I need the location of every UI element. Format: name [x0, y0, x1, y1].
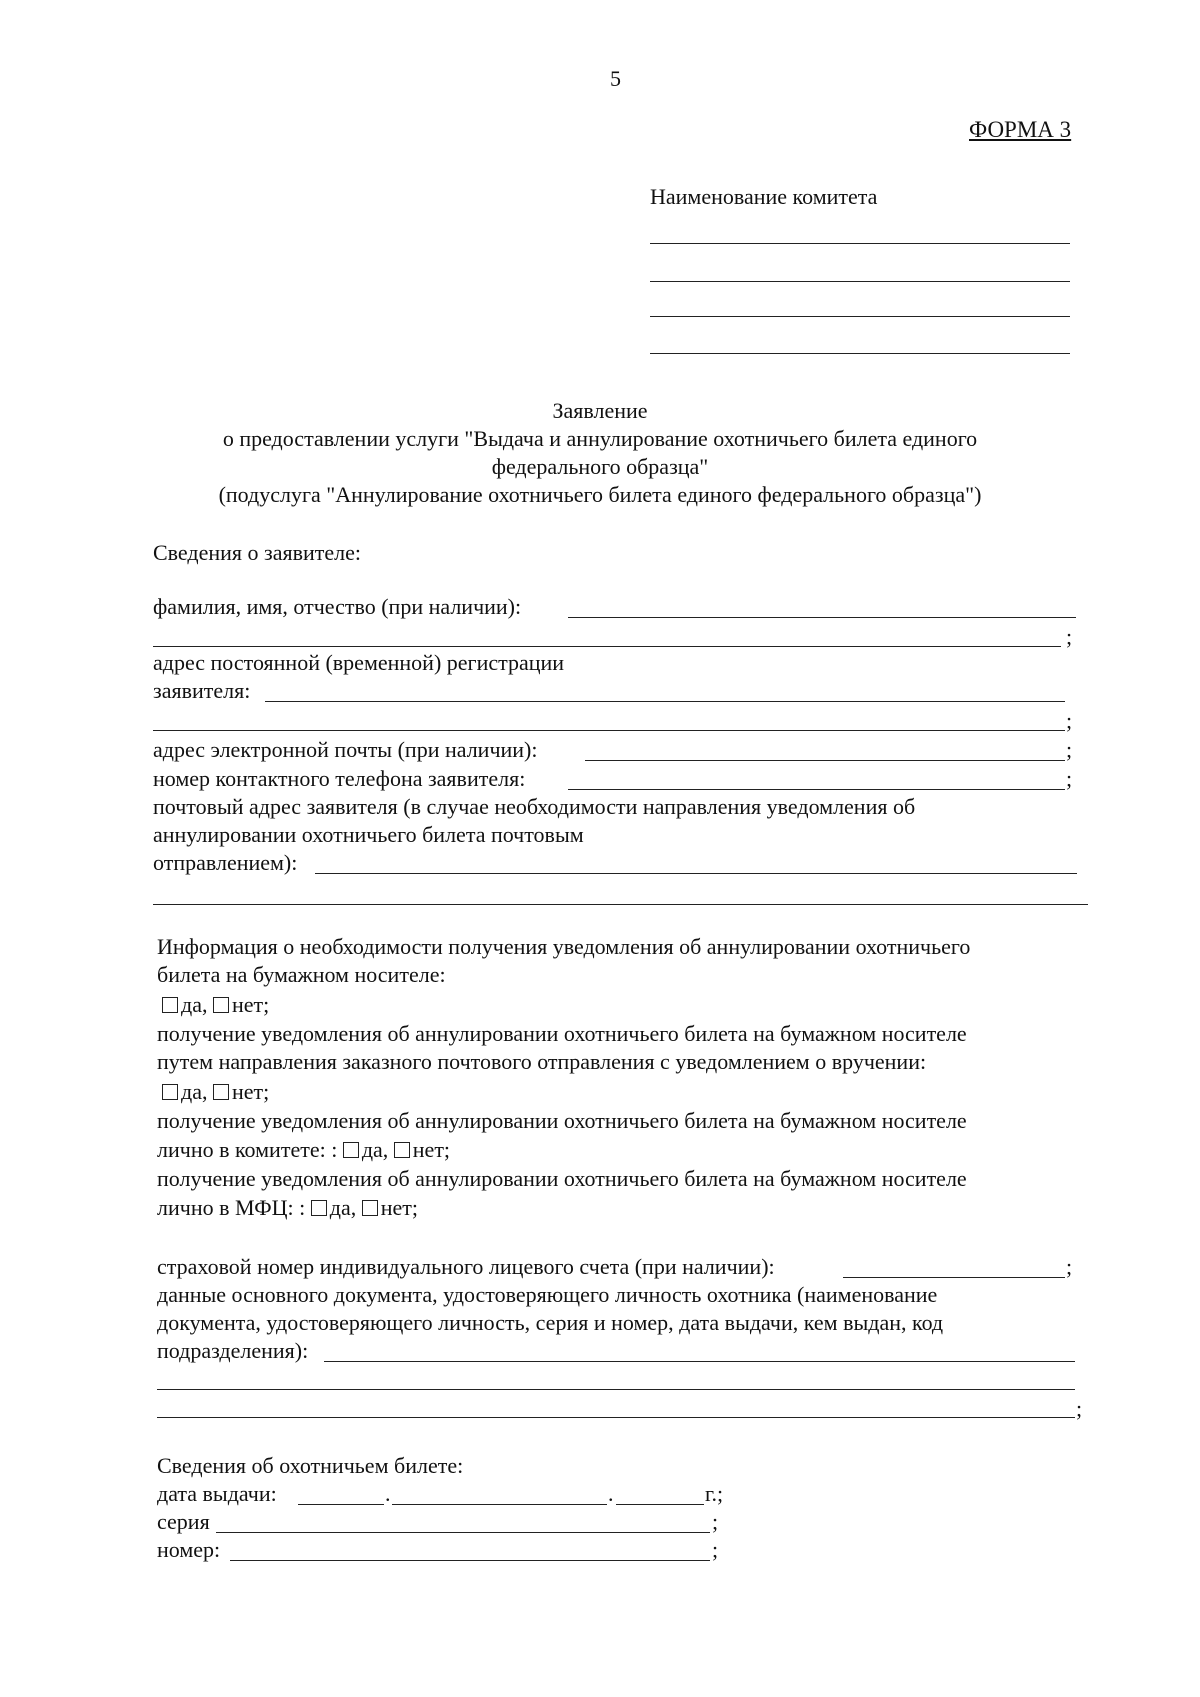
mfc-line-2 — [157, 1195, 418, 1221]
committee-line-1[interactable] — [650, 243, 1070, 244]
issue-year-suffix: г.; — [705, 1481, 724, 1506]
registered-no-label: нет; — [231, 1079, 270, 1104]
registered-no-checkbox[interactable] — [213, 1084, 229, 1100]
committee-line-4[interactable] — [650, 353, 1070, 354]
fio-semicolon: ; — [1066, 624, 1073, 649]
snils-label: страховой номер индивидуального лицевого счета (при наличии): — [157, 1254, 775, 1279]
mfc-yes-checkbox[interactable] — [311, 1200, 327, 1216]
number-label: номер: — [157, 1537, 221, 1562]
applicant-heading: Сведения о заявителе: — [153, 540, 362, 565]
postal-field[interactable] — [315, 873, 1077, 874]
snils-semicolon: ; — [1066, 1254, 1073, 1279]
registered-yes-label: да, — [181, 1079, 208, 1104]
paper-choice — [162, 992, 269, 1018]
address-field-2[interactable] — [153, 730, 1065, 731]
committee-line-2[interactable] — [650, 281, 1070, 282]
registered-yes-checkbox[interactable] — [162, 1084, 178, 1100]
phone-semicolon: ; — [1066, 766, 1073, 791]
fio-field[interactable] — [568, 617, 1076, 618]
registered-line-2: путем направления заказного почтового отправления с уведомлением о вручении: — [157, 1049, 927, 1074]
id-doc-line-1: данные основного документа, удостоверяющего личность охотника (наименование — [157, 1282, 938, 1307]
issue-date-label: дата выдачи: — [157, 1481, 277, 1506]
committee-no-checkbox[interactable] — [394, 1142, 410, 1158]
mfc-no-label: нет; — [380, 1195, 418, 1220]
registered-line-1: получение уведомления об аннулировании охотничьего билета на бумажном носителе — [157, 1021, 967, 1046]
postal-label-2: аннулировании охотничьего билета почтовым — [153, 822, 584, 847]
title-line-3: федерального образца" — [491, 454, 709, 479]
id-doc-line-2: документа, удостоверяющего личность, серия и номер, дата выдачи, кем выдан, код — [157, 1310, 944, 1335]
paper-yes-label: да, — [181, 992, 208, 1017]
mfc-line-1: получение уведомления об аннулировании охотничьего билета на бумажном носителе — [157, 1166, 967, 1191]
committee-line-3[interactable] — [650, 316, 1070, 317]
issue-date-dot-2: . — [608, 1481, 614, 1506]
title-line-2: о предоставлении услуги "Выдача и аннулирование охотничьего билета единого — [222, 426, 978, 451]
title-line-4: (подуслуга "Аннулирование охотничьего билета единого федерального образца") — [218, 482, 982, 507]
snils-field[interactable] — [843, 1277, 1065, 1278]
paper-no-label: нет; — [231, 992, 270, 1017]
issue-date-dot-1: . — [385, 1481, 391, 1506]
fio-field-2[interactable] — [153, 646, 1061, 647]
mfc-yes-label: да, — [329, 1195, 357, 1220]
address-label-1: адрес постоянной (временной) регистрации — [153, 650, 565, 675]
id-doc-field[interactable] — [324, 1361, 1075, 1362]
paper-yes-checkbox[interactable] — [162, 997, 178, 1013]
email-semicolon: ; — [1066, 737, 1073, 762]
mfc-no-checkbox[interactable] — [362, 1200, 378, 1216]
committee-pickup-line-1: получение уведомления об аннулировании охотничьего билета на бумажном носителе — [157, 1108, 967, 1133]
fio-label: фамилия, имя, отчество (при наличии): — [153, 594, 522, 619]
postal-label-3: отправлением): — [153, 850, 298, 875]
address-field[interactable] — [265, 701, 1065, 702]
email-label: адрес электронной почты (при наличии): — [153, 737, 538, 762]
committee-yes-label: да, — [361, 1137, 389, 1162]
paper-info-line-1: Информация о необходимости получения уведомления об аннулировании охотничьего — [157, 934, 971, 959]
committee-yes-checkbox[interactable] — [343, 1142, 359, 1158]
title-line-1: Заявление — [552, 398, 648, 423]
series-field[interactable] — [216, 1532, 710, 1533]
phone-field[interactable] — [568, 789, 1065, 790]
id-doc-semicolon: ; — [1076, 1396, 1083, 1421]
page-number: 5 — [610, 66, 621, 91]
series-semicolon: ; — [712, 1509, 719, 1534]
issue-year-field[interactable] — [616, 1504, 704, 1505]
committee-pickup-line-2 — [157, 1137, 450, 1163]
committee-pickup-label: лично в комитете: : — [157, 1137, 338, 1162]
form-label: ФОРМА 3 — [969, 117, 1072, 142]
id-doc-field-3[interactable] — [157, 1417, 1075, 1418]
phone-label: номер контактного телефона заявителя: — [153, 766, 526, 791]
series-label: серия — [157, 1509, 210, 1534]
issue-month-field[interactable] — [392, 1504, 607, 1505]
paper-no-checkbox[interactable] — [213, 997, 229, 1013]
mfc-label: лично в МФЦ: : — [157, 1195, 306, 1220]
committee-no-label: нет; — [412, 1137, 451, 1162]
number-semicolon: ; — [712, 1537, 719, 1562]
address-label-2: заявителя: — [153, 678, 251, 703]
registered-choice — [162, 1079, 269, 1105]
address-semicolon: ; — [1066, 708, 1073, 733]
id-doc-field-2[interactable] — [157, 1389, 1075, 1390]
email-field[interactable] — [585, 760, 1065, 761]
postal-label-1: почтовый адрес заявителя (в случае необходимости направления уведомления об — [153, 794, 916, 819]
id-doc-line-3: подразделения): — [157, 1338, 309, 1363]
ticket-heading: Сведения об охотничьем билете: — [157, 1453, 464, 1478]
issue-day-field[interactable] — [298, 1504, 384, 1505]
committee-label: Наименование комитета — [650, 184, 878, 209]
number-field[interactable] — [230, 1560, 710, 1561]
paper-info-line-2: билета на бумажном носителе: — [157, 962, 446, 987]
postal-field-2[interactable] — [153, 904, 1088, 905]
